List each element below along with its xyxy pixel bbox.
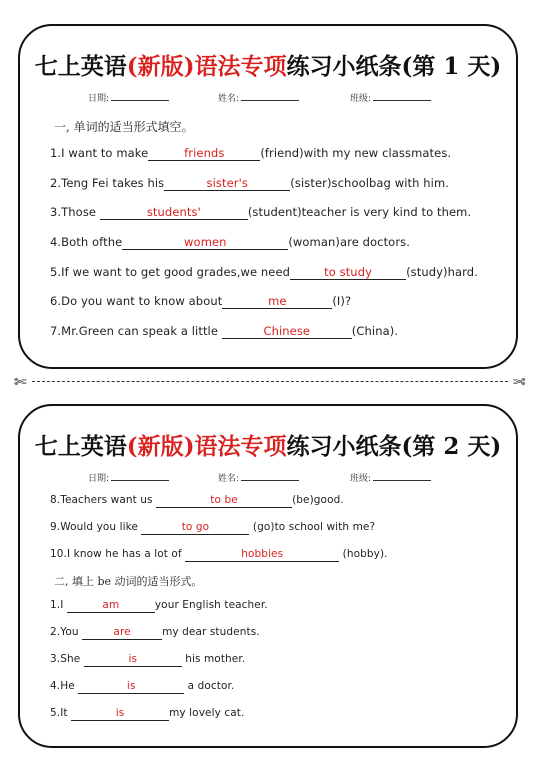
worksheet-title [20, 428, 516, 461]
answer-blank[interactable]: to study [290, 266, 406, 280]
question-2: 2.Teng Fei takes his sister's (sister)schoolbag with him. [50, 176, 450, 190]
question-9: 9.Would you like to go (go)to school with me? [50, 521, 376, 533]
class-field: 班级: [350, 471, 431, 484]
date-field: 日期: [88, 91, 169, 104]
answer-blank[interactable]: is [71, 707, 169, 721]
date-field: 日期: [88, 471, 169, 484]
title-part: 七上英语 [34, 53, 127, 80]
answer-blank[interactable]: are [82, 626, 162, 640]
answer-blank[interactable]: Chinese [222, 325, 352, 339]
answer-blank[interactable]: to be [156, 494, 292, 508]
answer-blank[interactable]: women [122, 236, 288, 250]
question-6: 6.Do you want to know about me (I)? [50, 294, 352, 308]
be-question-5: 5.It is my lovely cat. [50, 707, 245, 719]
name-field: 姓名: [218, 91, 299, 104]
answer-blank[interactable]: is [78, 680, 184, 694]
title-highlight: (新版)语法专项 [126, 53, 287, 80]
name-field: 姓名: [218, 471, 299, 484]
cut-line [0, 373, 540, 391]
worksheet-card-day1 [18, 24, 518, 369]
title-part: 练习小纸条(第 2 天) [286, 433, 502, 460]
question-5: 5.If we want to get good grades,we need to study (study)hard. [50, 265, 478, 279]
be-question-2: 2.You are my dear students. [50, 626, 260, 638]
title-part: 练习小纸条(第 1 天) [286, 53, 502, 80]
be-question-4: 4.He is a doctor. [50, 680, 235, 692]
answer-blank[interactable]: am [67, 599, 155, 613]
section-heading: 一, 单词的适当形式填空。 [54, 120, 194, 134]
question-3: 3.Those students' (student)teacher is very kind to them. [50, 205, 472, 219]
scissors-icon: ✄ [513, 373, 526, 391]
class-field: 班级: [350, 91, 431, 104]
be-question-3: 3.She is his mother. [50, 653, 246, 665]
answer-blank[interactable]: hobbies [185, 548, 339, 562]
question-8: 8.Teachers want us to be (be)good. [50, 494, 344, 506]
section-heading: 二, 填上 be 动词的适当形式。 [54, 575, 203, 588]
answer-blank[interactable]: is [84, 653, 182, 667]
answer-blank[interactable]: sister's [164, 177, 290, 191]
worksheet-title [20, 48, 516, 81]
question-1: 1.I want to make friends (friend)with my new classmates. [50, 146, 452, 160]
question-10: 10.I know he has a lot of hobbies (hobby). [50, 548, 388, 560]
title-part: 七上英语 [34, 433, 127, 460]
title-highlight: (新版)语法专项 [126, 433, 287, 460]
question-4: 4.Both ofthe women (woman)are doctors. [50, 235, 410, 249]
answer-blank[interactable]: friends [148, 147, 260, 161]
be-question-1: 1.I am your English teacher. [50, 599, 268, 611]
answer-blank[interactable]: to go [141, 521, 249, 535]
dashed-divider [32, 381, 508, 382]
worksheet-card-day2 [18, 404, 518, 748]
answer-blank[interactable]: me [222, 295, 332, 309]
scissors-icon: ✄ [14, 373, 27, 391]
question-7: 7.Mr.Green can speak a little Chinese (China). [50, 324, 399, 338]
answer-blank[interactable]: students' [100, 206, 248, 220]
